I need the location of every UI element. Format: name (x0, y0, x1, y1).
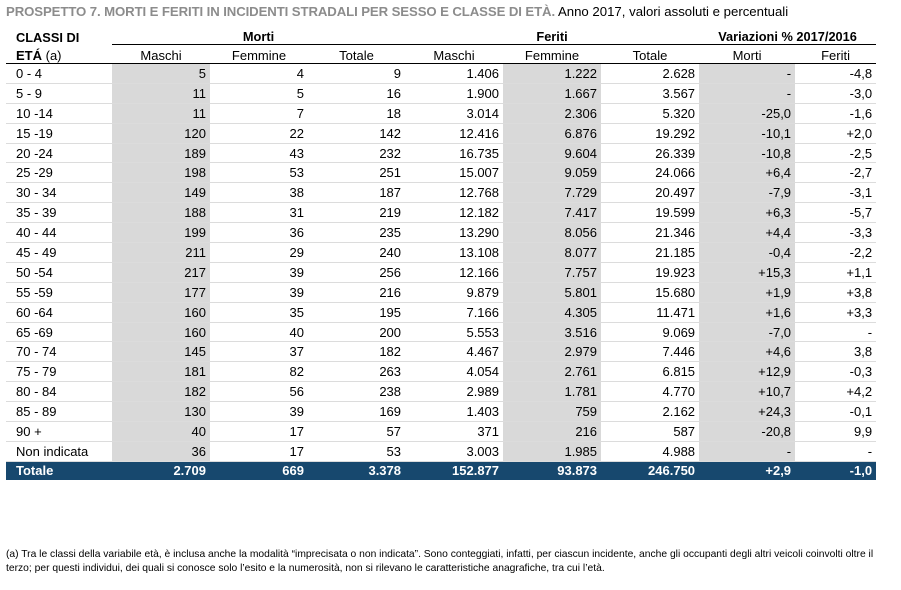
title-bold: PROSPETTO 7. MORTI E FERITI IN INCIDENTI STRADALI PER SESSO E CLASSE DI ETÀ. (6, 4, 556, 19)
cell-feriti-femmine: 7.417 (503, 203, 601, 223)
cell-morti-femmine: 39 (210, 262, 308, 282)
cell-morti-maschi: 120 (112, 123, 210, 143)
table-row (6, 262, 876, 282)
cell-morti-totale: 219 (308, 203, 405, 223)
cell-morti-totale: 18 (308, 103, 405, 123)
header-feriti-totale: Totale (601, 45, 699, 64)
cell-age: 55 -59 (6, 282, 112, 302)
cell-feriti-maschi: 2.989 (405, 382, 503, 402)
cell-morti-maschi: 149 (112, 183, 210, 203)
cell-morti-femmine: 5 (210, 83, 308, 103)
cell-var-feriti: - (795, 441, 876, 461)
cell-feriti-femmine: 5.801 (503, 282, 601, 302)
table-row (6, 422, 876, 442)
cell-var-morti: +1,9 (699, 282, 795, 302)
cell-var-feriti: -0,3 (795, 362, 876, 382)
cell-var-feriti: +1,1 (795, 262, 876, 282)
cell-feriti-maschi: 371 (405, 422, 503, 442)
cell-feriti-femmine: 4.305 (503, 302, 601, 322)
cell-feriti-maschi: 15.007 (405, 163, 503, 183)
cell-morti-maschi: 130 (112, 402, 210, 422)
table-row (6, 243, 876, 263)
cell-feriti-femmine: 759 (503, 402, 601, 422)
cell-feriti-femmine: 9.604 (503, 143, 601, 163)
cell-feriti-femmine: 1.985 (503, 441, 601, 461)
cell-feriti-femmine: 7.757 (503, 262, 601, 282)
cell-var-feriti: -2,5 (795, 143, 876, 163)
cell-feriti-totale: 587 (601, 422, 699, 442)
cell-morti-femmine: 7 (210, 103, 308, 123)
cell-age: 80 - 84 (6, 382, 112, 402)
cell-feriti-totale: 21.346 (601, 223, 699, 243)
table-row (6, 83, 876, 103)
cell-morti-femmine: 17 (210, 441, 308, 461)
cell-morti-totale: 142 (308, 123, 405, 143)
cell-var-feriti: +3,3 (795, 302, 876, 322)
table-row (6, 282, 876, 302)
cell-morti-maschi: 40 (112, 422, 210, 442)
cell-feriti-maschi: 5.553 (405, 322, 503, 342)
cell-feriti-femmine: 2.979 (503, 342, 601, 362)
table-title (6, 4, 788, 19)
cell-age: 5 - 9 (6, 83, 112, 103)
cell-morti-femmine: 37 (210, 342, 308, 362)
header-variazioni: Variazioni % 2017/2016 (699, 25, 876, 45)
cell-feriti-totale: 19.292 (601, 123, 699, 143)
table-row (6, 382, 876, 402)
cell-feriti-totale: 2.628 (601, 64, 699, 84)
cell-var-morti: +24,3 (699, 402, 795, 422)
cell-var-feriti: -1,6 (795, 103, 876, 123)
cell-morti-femmine: 17 (210, 422, 308, 442)
table-row (6, 402, 876, 422)
cell-feriti-maschi: 1.406 (405, 64, 503, 84)
cell-var-morti: -20,8 (699, 422, 795, 442)
header-feriti-maschi: Maschi (405, 45, 503, 64)
cell-morti-maschi: 198 (112, 163, 210, 183)
cell-var-feriti: -1,0 (795, 461, 876, 480)
table-row (6, 441, 876, 461)
cell-var-morti: +1,6 (699, 302, 795, 322)
cell-feriti-maschi: 152.877 (405, 461, 503, 480)
cell-var-morti: +2,9 (699, 461, 795, 480)
cell-feriti-maschi: 12.166 (405, 262, 503, 282)
cell-morti-totale: 182 (308, 342, 405, 362)
cell-feriti-femmine: 1.667 (503, 83, 601, 103)
cell-morti-maschi: 160 (112, 302, 210, 322)
cell-age: 60 -64 (6, 302, 112, 322)
cell-feriti-femmine: 8.077 (503, 243, 601, 263)
cell-age: 15 -19 (6, 123, 112, 143)
cell-var-morti: -7,9 (699, 183, 795, 203)
cell-age: 50 -54 (6, 262, 112, 282)
data-table (6, 25, 876, 480)
title-normal: Anno 2017, valori assoluti e percentuali (557, 4, 789, 19)
cell-feriti-femmine: 7.729 (503, 183, 601, 203)
cell-feriti-totale: 7.446 (601, 342, 699, 362)
cell-var-morti: -7,0 (699, 322, 795, 342)
cell-morti-maschi: 181 (112, 362, 210, 382)
cell-morti-totale: 263 (308, 362, 405, 382)
cell-feriti-totale: 15.680 (601, 282, 699, 302)
table-row (6, 322, 876, 342)
cell-var-morti: +6,4 (699, 163, 795, 183)
table-row (6, 203, 876, 223)
cell-feriti-maschi: 3.003 (405, 441, 503, 461)
cell-var-morti: -10,8 (699, 143, 795, 163)
cell-feriti-totale: 24.066 (601, 163, 699, 183)
cell-feriti-totale: 4.770 (601, 382, 699, 402)
cell-feriti-femmine: 216 (503, 422, 601, 442)
cell-var-morti: +12,9 (699, 362, 795, 382)
table-row (6, 223, 876, 243)
cell-var-morti: - (699, 64, 795, 84)
cell-feriti-femmine: 1.781 (503, 382, 601, 402)
cell-feriti-totale: 2.162 (601, 402, 699, 422)
cell-age: 25 -29 (6, 163, 112, 183)
header-eta-note: (a) (45, 48, 62, 63)
cell-morti-totale: 169 (308, 402, 405, 422)
footnote: (a) Tra le classi della variabile età, è inclusa anche la modalità “imprecisata o non indicata”. Sono conteggiati, infatti, per ciascun incidente, anche gli occupanti degli altri veicoli coinvolti oltre il terzo; per questi individui, dei quali si conosce solo l’esito e la numerosità, non si rilevano le caratteristiche anagrafiche, tra cui l’età. (6, 549, 874, 574)
header-classi-line2 (6, 45, 112, 64)
cell-age: 30 - 34 (6, 183, 112, 203)
cell-age: 40 - 44 (6, 223, 112, 243)
cell-feriti-femmine: 2.761 (503, 362, 601, 382)
cell-morti-femmine: 39 (210, 282, 308, 302)
cell-var-morti: +6,3 (699, 203, 795, 223)
table-row (6, 342, 876, 362)
cell-morti-maschi: 177 (112, 282, 210, 302)
cell-var-morti: - (699, 83, 795, 103)
cell-morti-totale: 232 (308, 143, 405, 163)
header-morti-totale: Totale (308, 45, 405, 64)
cell-morti-femmine: 39 (210, 402, 308, 422)
cell-morti-femmine: 669 (210, 461, 308, 480)
cell-feriti-maschi: 4.467 (405, 342, 503, 362)
cell-morti-femmine: 22 (210, 123, 308, 143)
cell-morti-maschi: 160 (112, 322, 210, 342)
cell-morti-femmine: 43 (210, 143, 308, 163)
cell-feriti-femmine: 9.059 (503, 163, 601, 183)
cell-feriti-maschi: 16.735 (405, 143, 503, 163)
cell-morti-maschi: 36 (112, 441, 210, 461)
cell-morti-maschi: 11 (112, 103, 210, 123)
cell-age: 70 - 74 (6, 342, 112, 362)
cell-age: 45 - 49 (6, 243, 112, 263)
cell-var-morti: -25,0 (699, 103, 795, 123)
cell-feriti-totale: 246.750 (601, 461, 699, 480)
cell-morti-femmine: 36 (210, 223, 308, 243)
cell-feriti-maschi: 12.768 (405, 183, 503, 203)
cell-morti-totale: 200 (308, 322, 405, 342)
cell-var-feriti: +4,2 (795, 382, 876, 402)
cell-morti-totale: 251 (308, 163, 405, 183)
cell-morti-maschi: 189 (112, 143, 210, 163)
cell-morti-femmine: 82 (210, 362, 308, 382)
cell-feriti-maschi: 7.166 (405, 302, 503, 322)
cell-age: 10 -14 (6, 103, 112, 123)
cell-feriti-femmine: 1.222 (503, 64, 601, 84)
cell-age: Non indicata (6, 441, 112, 461)
table-row (6, 362, 876, 382)
cell-feriti-totale: 19.923 (601, 262, 699, 282)
cell-morti-femmine: 56 (210, 382, 308, 402)
table-row (6, 64, 876, 84)
cell-age: Totale (6, 461, 112, 480)
cell-morti-maschi: 5 (112, 64, 210, 84)
cell-feriti-femmine: 3.516 (503, 322, 601, 342)
cell-var-morti: +10,7 (699, 382, 795, 402)
cell-var-morti: -0,4 (699, 243, 795, 263)
cell-feriti-maschi: 1.900 (405, 83, 503, 103)
cell-feriti-femmine: 6.876 (503, 123, 601, 143)
cell-var-morti: +15,3 (699, 262, 795, 282)
cell-morti-femmine: 38 (210, 183, 308, 203)
table-row (6, 163, 876, 183)
header-feriti-femmine: Femmine (503, 45, 601, 64)
cell-morti-totale: 9 (308, 64, 405, 84)
header-eta: ETÁ (16, 48, 42, 63)
cell-feriti-maschi: 12.416 (405, 123, 503, 143)
table-row (6, 183, 876, 203)
cell-feriti-totale: 3.567 (601, 83, 699, 103)
cell-age: 20 -24 (6, 143, 112, 163)
cell-feriti-maschi: 4.054 (405, 362, 503, 382)
cell-morti-maschi: 199 (112, 223, 210, 243)
cell-var-feriti: - (795, 322, 876, 342)
cell-feriti-totale: 20.497 (601, 183, 699, 203)
cell-morti-maschi: 182 (112, 382, 210, 402)
cell-var-feriti: -3,3 (795, 223, 876, 243)
header-classi-line1: CLASSI DI (16, 29, 80, 45)
cell-var-morti: -10,1 (699, 123, 795, 143)
cell-var-morti: +4,6 (699, 342, 795, 362)
cell-var-feriti: -3,1 (795, 183, 876, 203)
cell-var-feriti: 9,9 (795, 422, 876, 442)
cell-morti-totale: 216 (308, 282, 405, 302)
cell-morti-maschi: 2.709 (112, 461, 210, 480)
cell-feriti-totale: 5.320 (601, 103, 699, 123)
cell-age: 65 -69 (6, 322, 112, 342)
header-feriti: Feriti (405, 25, 699, 45)
cell-feriti-totale: 11.471 (601, 302, 699, 322)
header-var-feriti: Feriti (795, 45, 876, 64)
cell-var-feriti: -0,1 (795, 402, 876, 422)
cell-feriti-femmine: 8.056 (503, 223, 601, 243)
header-morti: Morti (112, 25, 405, 45)
cell-morti-femmine: 53 (210, 163, 308, 183)
cell-var-feriti: +2,0 (795, 123, 876, 143)
cell-age: 85 - 89 (6, 402, 112, 422)
cell-age: 75 - 79 (6, 362, 112, 382)
cell-var-morti: - (699, 441, 795, 461)
cell-feriti-totale: 26.339 (601, 143, 699, 163)
cell-feriti-totale: 9.069 (601, 322, 699, 342)
cell-morti-maschi: 188 (112, 203, 210, 223)
cell-morti-femmine: 40 (210, 322, 308, 342)
cell-morti-maschi: 145 (112, 342, 210, 362)
cell-var-feriti: -2,7 (795, 163, 876, 183)
cell-var-feriti: 3,8 (795, 342, 876, 362)
cell-feriti-totale: 6.815 (601, 362, 699, 382)
cell-morti-femmine: 31 (210, 203, 308, 223)
cell-age: 90 + (6, 422, 112, 442)
cell-age: 0 - 4 (6, 64, 112, 84)
cell-var-morti: +4,4 (699, 223, 795, 243)
header-morti-femmine: Femmine (210, 45, 308, 64)
cell-age: 35 - 39 (6, 203, 112, 223)
cell-morti-maschi: 211 (112, 243, 210, 263)
header-var-morti: Morti (699, 45, 795, 64)
cell-morti-totale: 3.378 (308, 461, 405, 480)
cell-morti-maschi: 217 (112, 262, 210, 282)
cell-feriti-femmine: 93.873 (503, 461, 601, 480)
cell-feriti-maschi: 13.290 (405, 223, 503, 243)
cell-morti-totale: 235 (308, 223, 405, 243)
cell-feriti-maschi: 13.108 (405, 243, 503, 263)
cell-morti-femmine: 35 (210, 302, 308, 322)
cell-feriti-maschi: 12.182 (405, 203, 503, 223)
cell-morti-totale: 240 (308, 243, 405, 263)
cell-morti-totale: 57 (308, 422, 405, 442)
cell-morti-femmine: 29 (210, 243, 308, 263)
cell-var-feriti: -4,8 (795, 64, 876, 84)
cell-morti-totale: 238 (308, 382, 405, 402)
cell-morti-totale: 16 (308, 83, 405, 103)
cell-feriti-totale: 4.988 (601, 441, 699, 461)
cell-feriti-totale: 19.599 (601, 203, 699, 223)
cell-feriti-maschi: 3.014 (405, 103, 503, 123)
cell-morti-totale: 195 (308, 302, 405, 322)
cell-feriti-maschi: 9.879 (405, 282, 503, 302)
table-row (6, 143, 876, 163)
cell-morti-totale: 53 (308, 441, 405, 461)
cell-feriti-maschi: 1.403 (405, 402, 503, 422)
cell-feriti-totale: 21.185 (601, 243, 699, 263)
cell-var-feriti: -5,7 (795, 203, 876, 223)
table-row (6, 123, 876, 143)
cell-morti-totale: 187 (308, 183, 405, 203)
cell-var-feriti: -3,0 (795, 83, 876, 103)
cell-morti-maschi: 11 (112, 83, 210, 103)
table-row (6, 302, 876, 322)
cell-morti-femmine: 4 (210, 64, 308, 84)
cell-var-feriti: -2,2 (795, 243, 876, 263)
cell-var-feriti: +3,8 (795, 282, 876, 302)
cell-feriti-femmine: 2.306 (503, 103, 601, 123)
table-row (6, 103, 876, 123)
total-row (6, 461, 876, 480)
header-morti-maschi: Maschi (112, 45, 210, 64)
cell-morti-totale: 256 (308, 262, 405, 282)
